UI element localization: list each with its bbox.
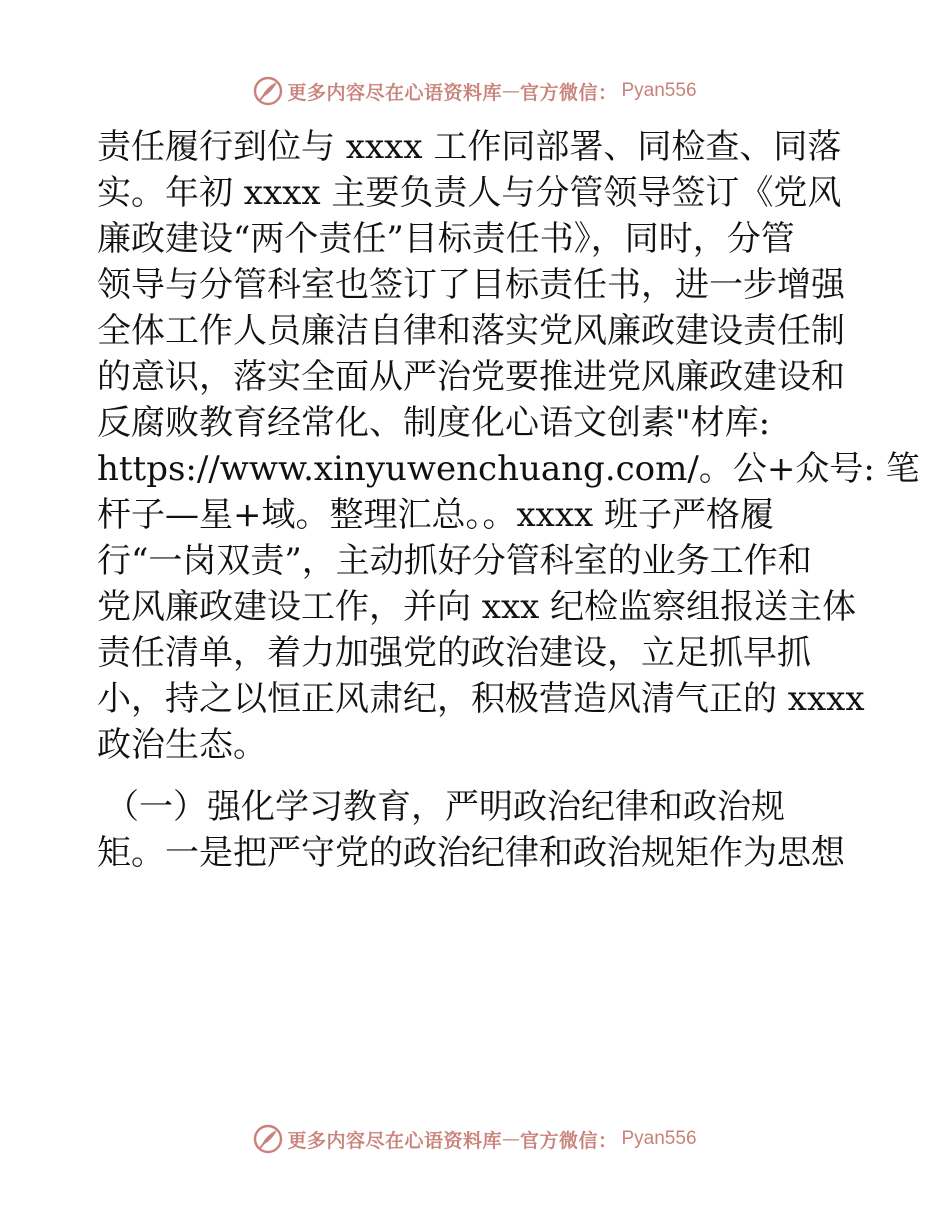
watermark-label: 官方微信：	[519, 81, 618, 104]
watermark-text: 更多内容尽在心语资料库	[287, 81, 502, 104]
section-heading-line: （一）强化学习教育，严明政治纪律和政治规	[105, 787, 785, 827]
watermark-separator: —	[501, 1128, 520, 1150]
watermark-text: 更多内容尽在心语资料库	[287, 1129, 502, 1152]
body-line: 的意识，落实全面从严治党要推进党风廉政建设和	[97, 357, 845, 397]
header-watermark	[0, 74, 950, 108]
body-line: 责任清单，着力加强党的政治建设，立足抓早抓	[97, 633, 811, 673]
quill-in-circle-icon	[253, 1124, 283, 1154]
body-line: 领导与分管科室也签订了目标责任书，进一步增强	[97, 265, 845, 305]
body-line: 责任履行到位与 xxxx 工作同部署、同检查、同落	[97, 127, 842, 167]
quill-in-circle-icon	[253, 76, 283, 106]
body-line: 杆子—星+域。整理汇总。。xxxx 班子严格履	[97, 495, 774, 535]
body-line: 矩。一是把严守党的政治纪律和政治规矩作为思想	[97, 833, 845, 873]
footer-watermark	[0, 1122, 950, 1156]
body-line: https://www.xinyuwenchuang.com/。公+众号: 笔	[97, 449, 920, 489]
watermark-separator: —	[501, 80, 520, 102]
body-line: 廉政建设“两个责任”目标责任书》，同时，分管	[97, 219, 795, 259]
body-line: 实。年初 xxxx 主要负责人与分管领导签订《党风	[97, 173, 842, 213]
body-line: 全体工作人员廉洁自律和落实党风廉政建设责任制	[97, 311, 845, 351]
watermark-account: Pyan556	[621, 1128, 697, 1149]
document-body	[97, 124, 920, 876]
body-line: 行“一岗双责”，主动抓好分管科室的业务工作和	[97, 541, 812, 581]
watermark-account: Pyan556	[621, 80, 697, 101]
watermark-label: 官方微信：	[519, 1129, 618, 1152]
body-line: 反腐败教育经常化、制度化心语文创素"材库:	[97, 403, 771, 443]
body-line: 小，持之以恒正风肃纪，积极营造风清气正的 xxxx	[97, 679, 865, 719]
body-line: 政治生态。	[97, 725, 267, 765]
body-line: 党风廉政建设工作，并向 xxx 纪检监察组报送主体	[97, 587, 857, 627]
